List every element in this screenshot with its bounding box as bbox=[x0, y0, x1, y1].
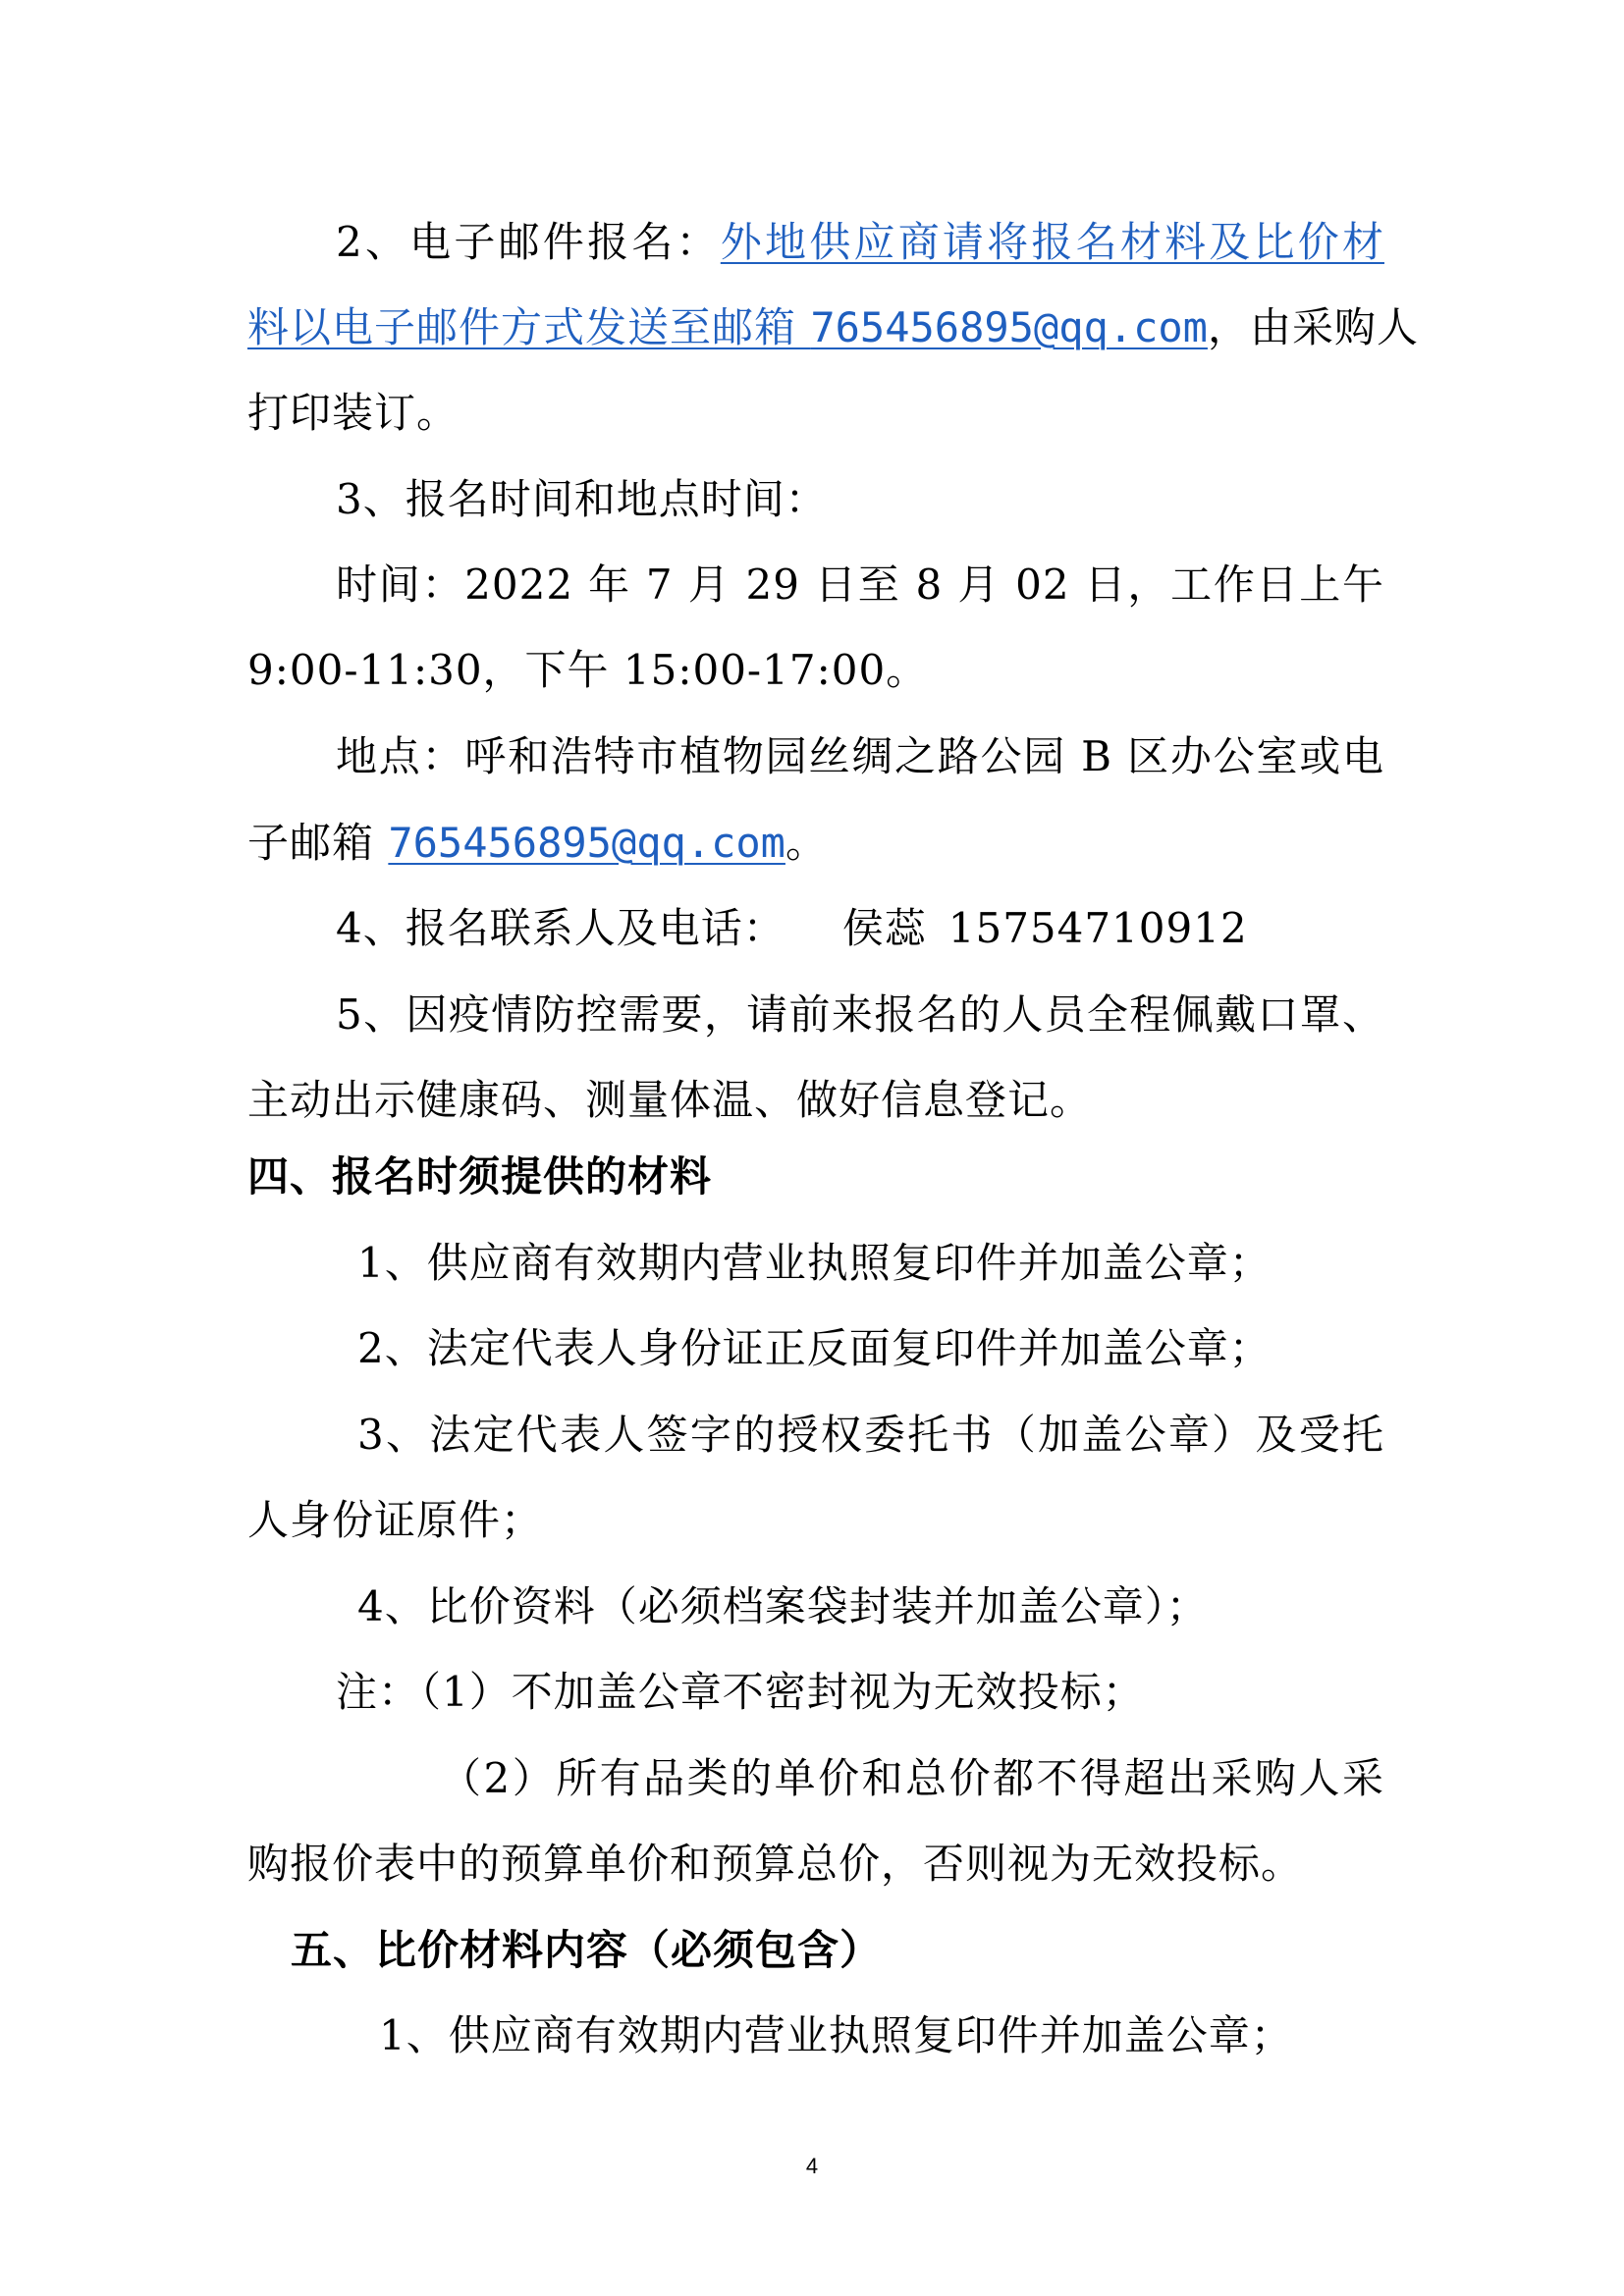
registration-place-line-2: 子邮箱 765456895@qq.com。 bbox=[247, 819, 828, 867]
section-4-heading: 四、报名时须提供的材料 bbox=[247, 1152, 713, 1201]
material-item-3-line-1: 3、法定代表人签字的授权委托书（加盖公章）及受托 bbox=[357, 1411, 1384, 1459]
epidemic-notice-line-2: 主动出示健康码、测量体温、做好信息登记。 bbox=[247, 1076, 1093, 1124]
registration-place-line-1: 地点：呼和浩特市植物园丝绸之路公园 B 区办公室或电 bbox=[336, 732, 1384, 780]
contact-label: 4、报名联系人及电话： bbox=[336, 904, 785, 952]
registration-time-line-1: 时间：2022 年 7 月 29 日至 8 月 02 日，工作日上午 bbox=[336, 561, 1384, 609]
email-registration-line-2 bbox=[247, 298, 1419, 357]
registration-time-line-2: 9:00-11:30，下午 15:00-17:00。 bbox=[247, 646, 929, 694]
comparison-item-1: 1、供应商有效期内营业执照复印件并加盖公章； bbox=[379, 2011, 1293, 2059]
contact-line bbox=[336, 899, 1248, 958]
email-registration-link-part-2[interactable]: 料以电子邮件方式发送至邮箱 765456895@qq.com bbox=[247, 303, 1208, 351]
material-item-2: 2、法定代表人身份证正反面复印件并加盖公章； bbox=[357, 1324, 1272, 1372]
section-5-heading: 五、比价材料内容（必须包含） bbox=[291, 1926, 883, 1974]
email-registration-line-3: 打印装订。 bbox=[247, 389, 460, 437]
material-item-3-line-2: 人身份证原件； bbox=[247, 1496, 544, 1544]
email-registration-link-part-1[interactable]: 外地供应商请将报名材料及比价材 bbox=[720, 218, 1384, 266]
epidemic-notice-line-1: 5、因疫情防控需要，请前来报名的人员全程佩戴口罩、 bbox=[336, 990, 1384, 1039]
contact-phone: 15754710912 bbox=[947, 904, 1248, 952]
email-registration-suffix: ，由采购人 bbox=[1207, 303, 1419, 351]
email-registration-line-1 bbox=[336, 213, 1384, 272]
note-2-line-1: （2）所有品类的单价和总价都不得超出采购人采 bbox=[440, 1754, 1384, 1802]
page-number: 4 bbox=[805, 2154, 819, 2178]
email-registration-label: 2、电子邮件报名： bbox=[336, 218, 721, 266]
material-item-4: 4、比价资料（必须档案袋封装并加盖公章）； bbox=[357, 1582, 1209, 1630]
email-address-link[interactable]: 765456895@qq.com bbox=[810, 303, 1208, 351]
registration-time-place-title: 3、报名时间和地点时间： bbox=[336, 475, 828, 523]
note-1: 注：（1）不加盖公章不密封视为无效投标； bbox=[336, 1668, 1145, 1716]
material-item-1: 1、供应商有效期内营业执照复印件并加盖公章； bbox=[357, 1239, 1272, 1287]
contact-name: 侯蕊 bbox=[841, 904, 927, 952]
note-2-line-2: 购报价表中的预算单价和预算总价，否则视为无效投标。 bbox=[247, 1840, 1304, 1888]
place-email-link[interactable]: 765456895@qq.com bbox=[388, 819, 785, 867]
